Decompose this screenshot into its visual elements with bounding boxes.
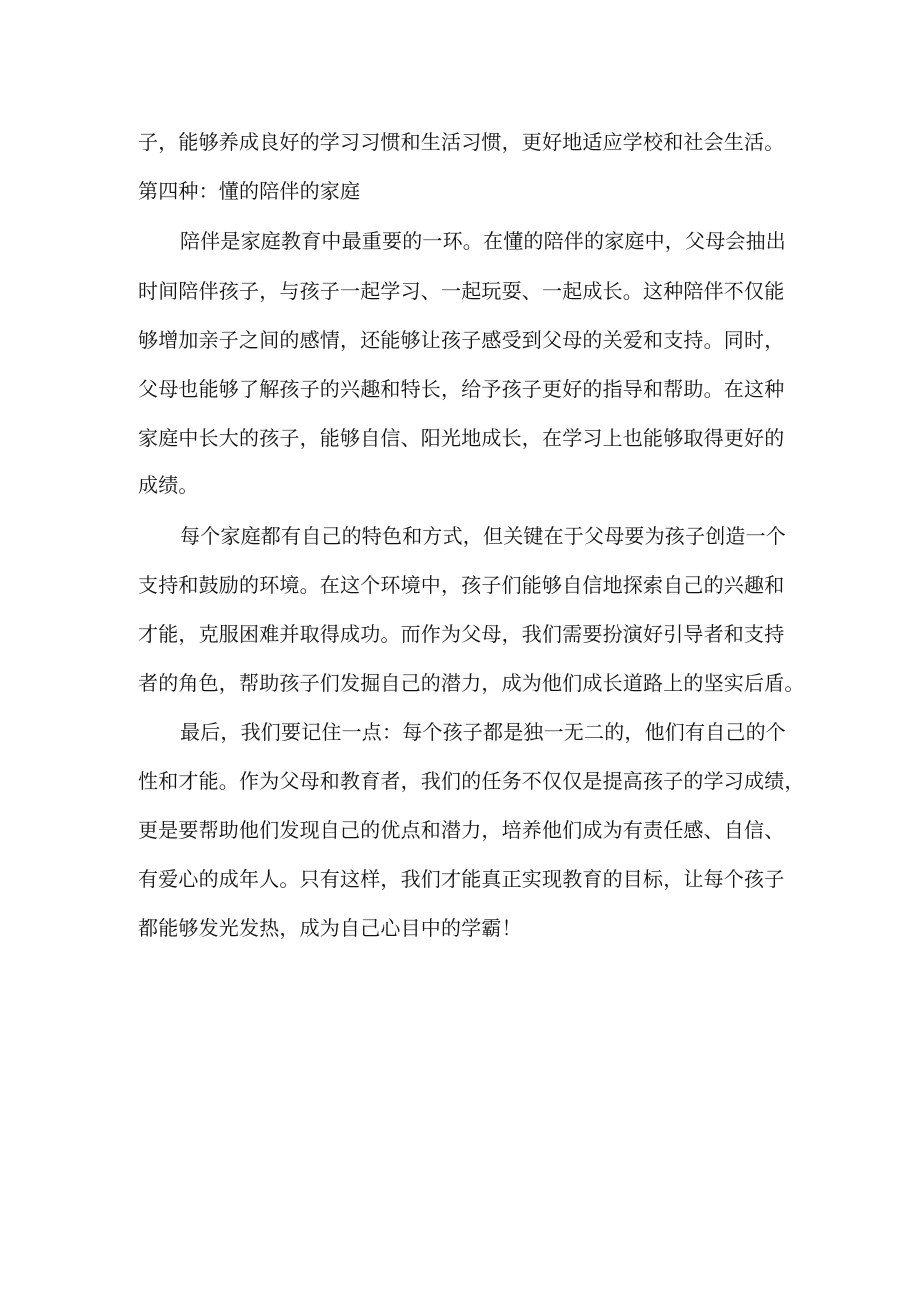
paragraph-line: 更是要帮助他们发现自己的优点和潜力，培养他们成为有责任感、自信、: [138, 818, 785, 842]
continuation-line: 子，能够养成良好的学习习惯和生活习惯，更好地适应学校和社会生活。: [138, 130, 785, 154]
paragraph-line: 支持和鼓励的环境。在这个环境中，孩子们能够自信地探索自己的兴趣和: [138, 573, 785, 597]
paragraph-line: 每个家庭都有自己的特色和方式，但关键在于父母要为孩子创造一个: [180, 524, 786, 548]
paragraph-line: 家庭中长大的孩子，能够自信、阳光地成长，在学习上也能够取得更好的: [138, 426, 785, 450]
paragraph-line: 父母也能够了解孩子的兴趣和特长，给予孩子更好的指导和帮助。在这种: [138, 377, 785, 401]
section-heading: 第四种：懂的陪伴的家庭: [138, 179, 361, 203]
paragraph-line: 性和才能。作为父母和教育者，我们的任务不仅仅是提高孩子的学习成绩，: [138, 769, 805, 793]
paragraph-line: 陪伴是家庭教育中最重要的一环。在懂的陪伴的家庭中，父母会抽出: [180, 229, 786, 253]
paragraph-line: 者的角色，帮助孩子们发掘自己的潜力，成为他们成长道路上的坚实后盾。: [138, 671, 805, 695]
paragraph-line: 有爱心的成年人。只有这样，我们才能真正实现教育的目标，让每个孩子: [138, 867, 785, 891]
paragraph-line: 够增加亲子之间的感情，还能够让孩子感受到父母的关爱和支持。同时，: [138, 328, 785, 352]
paragraph-line: 时间陪伴孩子，与孩子一起学习、一起玩耍、一起成长。这种陪伴不仅能: [138, 279, 785, 303]
paragraph-line: 最后，我们要记住一点：每个孩子都是独一无二的，他们有自己的个: [180, 720, 786, 744]
paragraph-line: 都能够发光发热，成为自己心目中的学霸！: [138, 916, 522, 940]
paragraph-line: 成绩。: [138, 473, 199, 497]
paragraph-line: 才能，克服困难并取得成功。而作为父母，我们需要扮演好引导者和支持: [138, 622, 785, 646]
